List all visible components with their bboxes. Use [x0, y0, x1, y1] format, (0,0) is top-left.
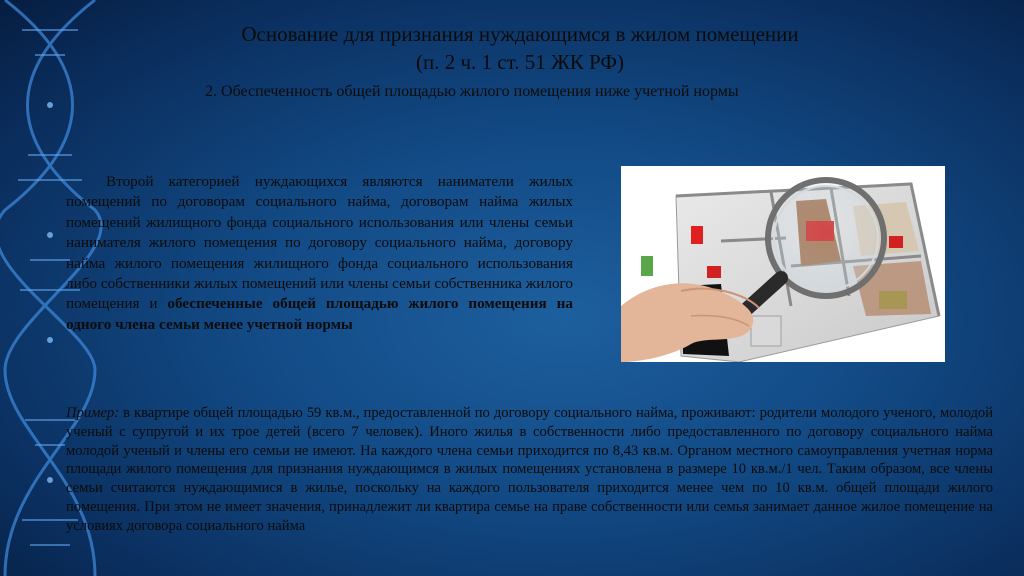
apartment-illustration: [621, 166, 945, 362]
example-label: Пример:: [66, 405, 120, 421]
paragraph-normal-text: Второй категорией нуждающихся являются наниматели жилых помещений по договорам социального найма, договорам найма жилых помещений жилищного фонда социального использования или члены семьи нанимателя жилого помещения по договору социального найма, договору найма жилого помещения жилищного фонда социального использования либо собственники жилых помещений или члены семьи собственника жилого помещения и: [66, 173, 573, 313]
slide-title: Основание для признания нуждающимся в жилом помещении: [241, 22, 799, 46]
slide-subtitle: 2. Обеспеченность общей площадью жилого помещения ниже учетной нормы: [205, 83, 739, 100]
example-paragraph: [66, 404, 993, 536]
magnifier-over-apartment-model-icon: [621, 166, 945, 362]
example-text: в квартире общей площадью 59 кв.м., предоставленной по договору социального найма, проживают: родители молодого ученого, молодой ученый с супругой и их трое детей (всего 7 человек). Иного жилья в собственности либо предоставленного по договору социального найма молодой ученый и члены его семьи не имеют. На каждого члена семьи приходится по 8,43 кв.м. Органом местного самоуправления учетная норма площади жилого помещения для признания нуждающимся в жилых помещениях установлена в размере 10 кв.м./1 чел. Таким образом, все члены семьи считаются нуждающимися в жилье, поскольку на каждого пользователя приходится менее чем по 10 кв.м. общей площади жилого помещения. При этом не имеет значения, принадлежит ли квартира семье на праве собственности или семья занимает данное жилое помещение на условиях договора социального найма: [66, 405, 993, 534]
main-paragraph: [66, 172, 573, 335]
slide-title-reference: (п. 2 ч. 1 ст. 51 ЖК РФ): [416, 50, 624, 74]
paragraph-bold-text: обеспеченные общей площадью жилого помещения на одного члена семьи менее учетной нормы: [66, 295, 574, 333]
